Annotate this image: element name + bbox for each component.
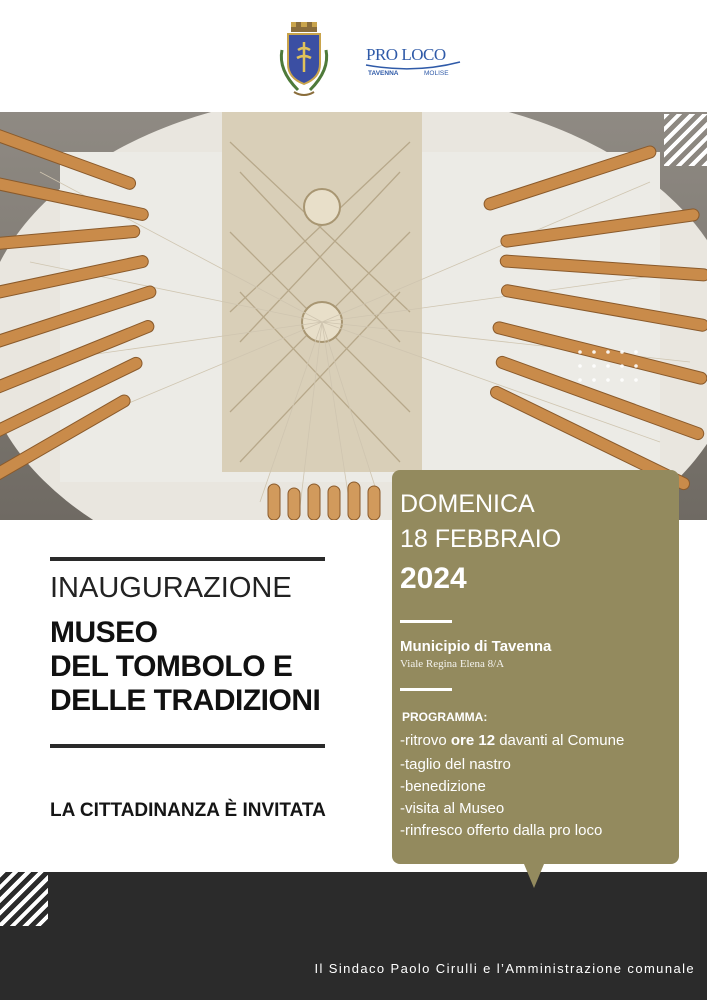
program-item-5: -rinfresco offerto dalla pro loco (400, 822, 603, 839)
bobbin-lace-illustration (0, 112, 707, 520)
footer-bar (0, 872, 707, 1000)
venue-address: Viale Regina Elena 8/A (400, 658, 505, 670)
event-year: 2024 (400, 562, 467, 595)
header-logos (0, 0, 707, 112)
proloco-logo (364, 40, 464, 80)
divider-bottom (50, 744, 325, 748)
decorative-stripes-top-right (664, 114, 707, 166)
event-date: 18 FEBBRAIO (400, 525, 562, 553)
card-pointer (524, 864, 544, 888)
footer-signature: Il Sindaco Paolo Cirulli e l’Amministrazione comunale (314, 961, 695, 976)
program-item-1-prefix: -ritrovo (400, 732, 451, 749)
venue-name: Municipio di Tavenna (400, 638, 552, 655)
proloco-region-text: MOLISE (424, 70, 449, 77)
comune-crest-icon (268, 20, 340, 102)
program-heading: PROGRAMMA: (402, 710, 488, 724)
museum-title-line-1: MUSEO (50, 616, 158, 649)
inauguration-heading: INAUGURAZIONE (50, 572, 292, 604)
event-info-card (392, 470, 679, 864)
museum-title-line-2: DEL TOMBOLO E (50, 650, 293, 683)
card-divider-2 (400, 688, 452, 691)
divider-top (50, 557, 325, 561)
bobbin-lace-pillow-image (0, 112, 707, 520)
proloco-brand-text: PRO LOCO (366, 45, 446, 64)
program-item-3: -benedizione (400, 778, 486, 795)
event-day: DOMENICA (400, 490, 535, 518)
proloco-town-text: TAVENNA (368, 70, 399, 77)
decorative-stripes-bottom-left (0, 872, 48, 926)
invitation-text: LA CITTADINANZA È INVITATA (50, 800, 326, 821)
program-item-1-suffix: davanti al Comune (495, 732, 625, 749)
card-divider-1 (400, 620, 452, 623)
program-item-4: -visita al Museo (400, 800, 505, 817)
program-item-1 (400, 732, 624, 749)
program-item-2: -taglio del nastro (400, 756, 511, 773)
museum-title-line-3: DELLE TRADIZIONI (50, 684, 321, 717)
program-item-1-time: ore 12 (450, 732, 496, 749)
